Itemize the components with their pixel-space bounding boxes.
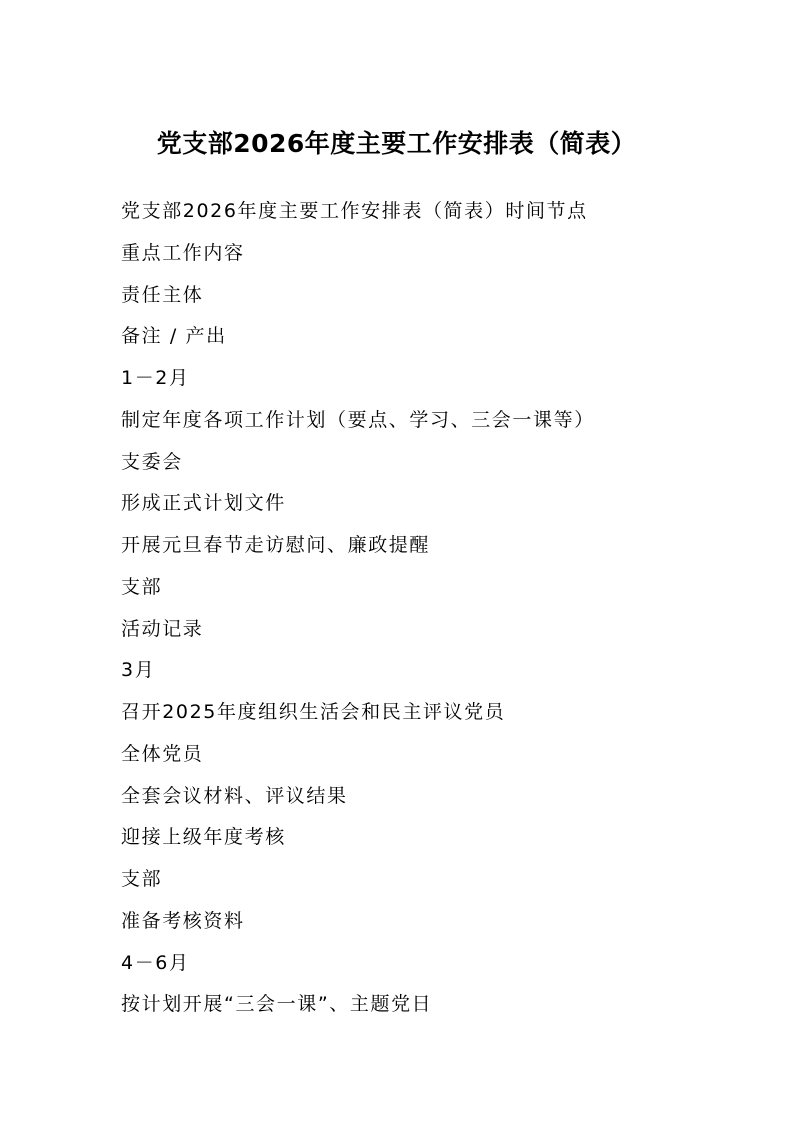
body-line: 责任主体	[121, 283, 204, 306]
body-line: 召开2025年度组织生活会和民主评议党员	[121, 701, 506, 723]
body-line: 形成正式计划文件	[121, 492, 286, 515]
body-line: 准备考核资料	[121, 909, 245, 932]
body-line: 重点工作内容	[121, 241, 245, 264]
body-line: 1－2月	[121, 367, 190, 389]
body-line: 党支部2026年度主要工作安排表（简表）时间节点	[121, 200, 588, 222]
body-line: 支部	[121, 868, 163, 890]
body-line: 备注 / 产出	[121, 325, 227, 348]
body-line: 3月	[121, 659, 156, 682]
document-title: 党支部2026年度主要工作安排表（简表）	[156, 129, 637, 158]
document-body	[121, 191, 741, 1026]
body-line: 支部	[121, 575, 163, 598]
body-line: 全体党员	[121, 742, 204, 765]
body-line: 活动记录	[121, 617, 204, 640]
body-line: 开展元旦春节走访慰问、廉政提醒	[121, 534, 431, 556]
body-line: 4－6月	[121, 951, 190, 974]
body-line: 制定年度各项工作计划（要点、学习、三会一课等）	[121, 408, 595, 431]
body-line: 全套会议材料、评议结果	[121, 784, 348, 807]
body-line: 迎接上级年度考核	[121, 826, 286, 849]
body-line: 按计划开展“三会一课”、主题党日	[121, 993, 433, 1016]
body-line: 支委会	[121, 450, 183, 473]
